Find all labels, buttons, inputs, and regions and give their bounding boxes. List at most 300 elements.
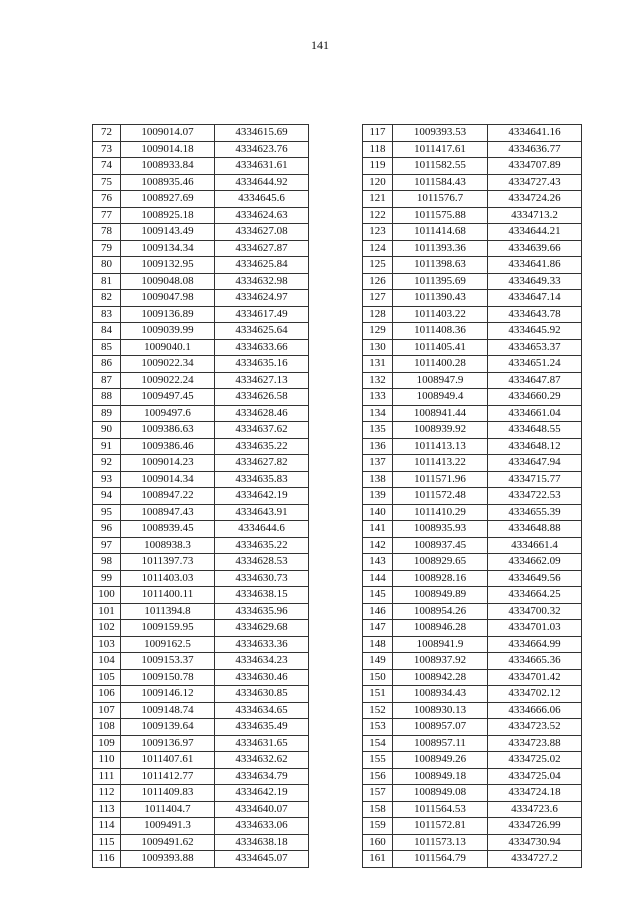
point-number-cell: 83 xyxy=(93,306,121,323)
point-number-cell: 103 xyxy=(93,636,121,653)
y-coordinate-cell: 4334626.58 xyxy=(215,389,309,406)
point-number-cell: 117 xyxy=(363,125,393,142)
point-number-cell: 153 xyxy=(363,719,393,736)
point-number-cell: 142 xyxy=(363,537,393,554)
table-row xyxy=(93,620,309,637)
point-number-cell: 81 xyxy=(93,273,121,290)
table-row xyxy=(93,537,309,554)
table-row xyxy=(93,636,309,653)
y-coordinate-cell: 4334635.49 xyxy=(215,719,309,736)
x-coordinate-cell: 1011413.13 xyxy=(393,438,488,455)
point-number-cell: 111 xyxy=(93,768,121,785)
x-coordinate-cell: 1011572.81 xyxy=(393,818,488,835)
table-row xyxy=(93,125,309,142)
table-row xyxy=(363,537,582,554)
table-row xyxy=(93,257,309,274)
y-coordinate-cell: 4334640.07 xyxy=(215,801,309,818)
y-coordinate-cell: 4334639.66 xyxy=(488,240,582,257)
x-coordinate-cell: 1011395.69 xyxy=(393,273,488,290)
point-number-cell: 96 xyxy=(93,521,121,538)
point-number-cell: 135 xyxy=(363,422,393,439)
y-coordinate-cell: 4334707.89 xyxy=(488,158,582,175)
x-coordinate-cell: 1009047.98 xyxy=(121,290,215,307)
x-coordinate-cell: 1009162.5 xyxy=(121,636,215,653)
table-row xyxy=(363,752,582,769)
point-number-cell: 131 xyxy=(363,356,393,373)
y-coordinate-cell: 4334661.04 xyxy=(488,405,582,422)
point-number-cell: 93 xyxy=(93,471,121,488)
table-row xyxy=(363,488,582,505)
x-coordinate-cell: 1009039.99 xyxy=(121,323,215,340)
point-number-cell: 124 xyxy=(363,240,393,257)
y-coordinate-cell: 4334633.36 xyxy=(215,636,309,653)
table-row xyxy=(363,323,582,340)
y-coordinate-cell: 4334625.84 xyxy=(215,257,309,274)
point-number-cell: 119 xyxy=(363,158,393,175)
y-coordinate-cell: 4334649.56 xyxy=(488,570,582,587)
table-row xyxy=(363,455,582,472)
point-number-cell: 78 xyxy=(93,224,121,241)
x-coordinate-cell: 1009143.49 xyxy=(121,224,215,241)
point-number-cell: 116 xyxy=(93,851,121,868)
x-coordinate-cell: 1011414.68 xyxy=(393,224,488,241)
x-coordinate-cell: 1011573.13 xyxy=(393,834,488,851)
table-row xyxy=(93,158,309,175)
y-coordinate-cell: 4334661.4 xyxy=(488,537,582,554)
x-coordinate-cell: 1009048.08 xyxy=(121,273,215,290)
point-number-cell: 75 xyxy=(93,174,121,191)
y-coordinate-cell: 4334627.82 xyxy=(215,455,309,472)
table-row xyxy=(363,818,582,835)
y-coordinate-cell: 4334625.64 xyxy=(215,323,309,340)
x-coordinate-cell: 1009159.95 xyxy=(121,620,215,637)
x-coordinate-cell: 1011407.61 xyxy=(121,752,215,769)
y-coordinate-cell: 4334634.65 xyxy=(215,702,309,719)
table-row xyxy=(93,735,309,752)
table-row xyxy=(363,636,582,653)
x-coordinate-cell: 1009136.89 xyxy=(121,306,215,323)
x-coordinate-cell: 1009393.53 xyxy=(393,125,488,142)
x-coordinate-cell: 1009022.24 xyxy=(121,372,215,389)
point-number-cell: 128 xyxy=(363,306,393,323)
x-coordinate-cell: 1011408.36 xyxy=(393,323,488,340)
x-coordinate-cell: 1008939.92 xyxy=(393,422,488,439)
y-coordinate-cell: 4334627.08 xyxy=(215,224,309,241)
point-number-cell: 108 xyxy=(93,719,121,736)
point-number-cell: 94 xyxy=(93,488,121,505)
y-coordinate-cell: 4334645.92 xyxy=(488,323,582,340)
table-row xyxy=(363,620,582,637)
table-row xyxy=(363,405,582,422)
point-number-cell: 118 xyxy=(363,141,393,158)
y-coordinate-cell: 4334648.55 xyxy=(488,422,582,439)
y-coordinate-cell: 4334627.87 xyxy=(215,240,309,257)
table-row xyxy=(93,389,309,406)
table-row xyxy=(363,768,582,785)
point-number-cell: 79 xyxy=(93,240,121,257)
x-coordinate-cell: 1011397.73 xyxy=(121,554,215,571)
table-row xyxy=(93,488,309,505)
point-number-cell: 122 xyxy=(363,207,393,224)
y-coordinate-cell: 4334722.53 xyxy=(488,488,582,505)
table-row xyxy=(363,224,582,241)
y-coordinate-cell: 4334725.02 xyxy=(488,752,582,769)
x-coordinate-cell: 1009139.64 xyxy=(121,719,215,736)
table-row xyxy=(363,290,582,307)
point-number-cell: 77 xyxy=(93,207,121,224)
table-row xyxy=(93,471,309,488)
y-coordinate-cell: 4334629.68 xyxy=(215,620,309,637)
x-coordinate-cell: 1011571.96 xyxy=(393,471,488,488)
x-coordinate-cell: 1008935.46 xyxy=(121,174,215,191)
x-coordinate-cell: 1009132.95 xyxy=(121,257,215,274)
point-number-cell: 138 xyxy=(363,471,393,488)
y-coordinate-cell: 4334638.18 xyxy=(215,834,309,851)
y-coordinate-cell: 4334628.53 xyxy=(215,554,309,571)
y-coordinate-cell: 4334655.39 xyxy=(488,504,582,521)
y-coordinate-cell: 4334617.49 xyxy=(215,306,309,323)
table-row xyxy=(93,290,309,307)
x-coordinate-cell: 1011405.41 xyxy=(393,339,488,356)
x-coordinate-cell: 1011576.7 xyxy=(393,191,488,208)
table-row xyxy=(363,570,582,587)
table-row xyxy=(93,438,309,455)
point-number-cell: 112 xyxy=(93,785,121,802)
table-row xyxy=(93,372,309,389)
y-coordinate-cell: 4334631.61 xyxy=(215,158,309,175)
point-number-cell: 152 xyxy=(363,702,393,719)
table-row xyxy=(93,702,309,719)
point-number-cell: 92 xyxy=(93,455,121,472)
point-number-cell: 156 xyxy=(363,768,393,785)
x-coordinate-cell: 1009014.34 xyxy=(121,471,215,488)
x-coordinate-cell: 1009150.78 xyxy=(121,669,215,686)
point-number-cell: 120 xyxy=(363,174,393,191)
table-row xyxy=(363,735,582,752)
table-row xyxy=(93,834,309,851)
point-number-cell: 99 xyxy=(93,570,121,587)
y-coordinate-cell: 4334665.36 xyxy=(488,653,582,670)
table-row xyxy=(363,174,582,191)
table-row xyxy=(93,224,309,241)
x-coordinate-cell: 1008946.28 xyxy=(393,620,488,637)
x-coordinate-cell: 1008928.16 xyxy=(393,570,488,587)
x-coordinate-cell: 1011564.53 xyxy=(393,801,488,818)
x-coordinate-cell: 1009022.34 xyxy=(121,356,215,373)
y-coordinate-cell: 4334628.46 xyxy=(215,405,309,422)
y-coordinate-cell: 4334727.43 xyxy=(488,174,582,191)
point-number-cell: 140 xyxy=(363,504,393,521)
point-number-cell: 157 xyxy=(363,785,393,802)
x-coordinate-cell: 1011398.63 xyxy=(393,257,488,274)
x-coordinate-cell: 1011404.7 xyxy=(121,801,215,818)
x-coordinate-cell: 1008934.43 xyxy=(393,686,488,703)
x-coordinate-cell: 1009134.34 xyxy=(121,240,215,257)
point-number-cell: 126 xyxy=(363,273,393,290)
y-coordinate-cell: 4334647.94 xyxy=(488,455,582,472)
y-coordinate-cell: 4334644.6 xyxy=(215,521,309,538)
point-number-cell: 147 xyxy=(363,620,393,637)
y-coordinate-cell: 4334637.62 xyxy=(215,422,309,439)
y-coordinate-cell: 4334700.32 xyxy=(488,603,582,620)
y-coordinate-cell: 4334726.99 xyxy=(488,818,582,835)
table-row xyxy=(363,801,582,818)
point-number-cell: 76 xyxy=(93,191,121,208)
y-coordinate-cell: 4334651.24 xyxy=(488,356,582,373)
point-number-cell: 73 xyxy=(93,141,121,158)
point-number-cell: 98 xyxy=(93,554,121,571)
x-coordinate-cell: 1011400.28 xyxy=(393,356,488,373)
x-coordinate-cell: 1011572.48 xyxy=(393,488,488,505)
table-row xyxy=(93,851,309,868)
table-row xyxy=(363,356,582,373)
table-row xyxy=(363,851,582,868)
table-row xyxy=(93,273,309,290)
x-coordinate-cell: 1008927.69 xyxy=(121,191,215,208)
y-coordinate-cell: 4334635.83 xyxy=(215,471,309,488)
y-coordinate-cell: 4334634.79 xyxy=(215,768,309,785)
table-row xyxy=(93,405,309,422)
table-row xyxy=(363,125,582,142)
x-coordinate-cell: 1009040.1 xyxy=(121,339,215,356)
y-coordinate-cell: 4334647.14 xyxy=(488,290,582,307)
point-number-cell: 85 xyxy=(93,339,121,356)
point-number-cell: 148 xyxy=(363,636,393,653)
table-row xyxy=(93,141,309,158)
table-row xyxy=(93,240,309,257)
x-coordinate-cell: 1009148.74 xyxy=(121,702,215,719)
x-coordinate-cell: 1008957.11 xyxy=(393,735,488,752)
point-number-cell: 87 xyxy=(93,372,121,389)
x-coordinate-cell: 1011400.11 xyxy=(121,587,215,604)
x-coordinate-cell: 1011584.43 xyxy=(393,174,488,191)
x-coordinate-cell: 1008925.18 xyxy=(121,207,215,224)
table-row xyxy=(93,686,309,703)
table-row xyxy=(363,372,582,389)
x-coordinate-cell: 1008935.93 xyxy=(393,521,488,538)
point-number-cell: 150 xyxy=(363,669,393,686)
y-coordinate-cell: 4334633.66 xyxy=(215,339,309,356)
table-row xyxy=(93,801,309,818)
point-number-cell: 159 xyxy=(363,818,393,835)
x-coordinate-cell: 1008937.45 xyxy=(393,537,488,554)
y-coordinate-cell: 4334644.92 xyxy=(215,174,309,191)
point-number-cell: 129 xyxy=(363,323,393,340)
y-coordinate-cell: 4334634.23 xyxy=(215,653,309,670)
point-number-cell: 143 xyxy=(363,554,393,571)
y-coordinate-cell: 4334643.78 xyxy=(488,306,582,323)
point-number-cell: 101 xyxy=(93,603,121,620)
x-coordinate-cell: 1009497.45 xyxy=(121,389,215,406)
table-row xyxy=(93,191,309,208)
table-row xyxy=(93,356,309,373)
y-coordinate-cell: 4334653.37 xyxy=(488,339,582,356)
table-row xyxy=(363,306,582,323)
table-row xyxy=(363,273,582,290)
y-coordinate-cell: 4334638.15 xyxy=(215,587,309,604)
point-number-cell: 121 xyxy=(363,191,393,208)
table-row xyxy=(363,554,582,571)
x-coordinate-cell: 1011393.36 xyxy=(393,240,488,257)
x-coordinate-cell: 1011413.22 xyxy=(393,455,488,472)
y-coordinate-cell: 4334647.87 xyxy=(488,372,582,389)
table-row xyxy=(93,785,309,802)
y-coordinate-cell: 4334644.21 xyxy=(488,224,582,241)
point-number-cell: 139 xyxy=(363,488,393,505)
y-coordinate-cell: 4334724.18 xyxy=(488,785,582,802)
y-coordinate-cell: 4334624.63 xyxy=(215,207,309,224)
table-row xyxy=(93,554,309,571)
point-number-cell: 84 xyxy=(93,323,121,340)
x-coordinate-cell: 1009497.6 xyxy=(121,405,215,422)
y-coordinate-cell: 4334632.62 xyxy=(215,752,309,769)
x-coordinate-cell: 1008949.18 xyxy=(393,768,488,785)
x-coordinate-cell: 1011575.88 xyxy=(393,207,488,224)
table-row xyxy=(93,455,309,472)
x-coordinate-cell: 1009153.37 xyxy=(121,653,215,670)
table-row xyxy=(363,587,582,604)
y-coordinate-cell: 4334666.06 xyxy=(488,702,582,719)
x-coordinate-cell: 1008941.44 xyxy=(393,405,488,422)
x-coordinate-cell: 1009136.97 xyxy=(121,735,215,752)
y-coordinate-cell: 4334643.91 xyxy=(215,504,309,521)
table-row xyxy=(363,834,582,851)
x-coordinate-cell: 1011409.83 xyxy=(121,785,215,802)
table-row xyxy=(363,141,582,158)
x-coordinate-cell: 1011582.55 xyxy=(393,158,488,175)
y-coordinate-cell: 4334624.97 xyxy=(215,290,309,307)
table-row xyxy=(93,323,309,340)
x-coordinate-cell: 1008947.43 xyxy=(121,504,215,521)
table-row xyxy=(93,521,309,538)
point-number-cell: 91 xyxy=(93,438,121,455)
y-coordinate-cell: 4334725.04 xyxy=(488,768,582,785)
x-coordinate-cell: 1009014.18 xyxy=(121,141,215,158)
table-row xyxy=(363,504,582,521)
x-coordinate-cell: 1011410.29 xyxy=(393,504,488,521)
y-coordinate-cell: 4334635.96 xyxy=(215,603,309,620)
point-number-cell: 100 xyxy=(93,587,121,604)
x-coordinate-cell: 1008930.13 xyxy=(393,702,488,719)
x-coordinate-cell: 1009491.3 xyxy=(121,818,215,835)
y-coordinate-cell: 4334723.52 xyxy=(488,719,582,736)
point-number-cell: 136 xyxy=(363,438,393,455)
table-row xyxy=(363,686,582,703)
y-coordinate-cell: 4334662.09 xyxy=(488,554,582,571)
y-coordinate-cell: 4334664.99 xyxy=(488,636,582,653)
point-number-cell: 74 xyxy=(93,158,121,175)
y-coordinate-cell: 4334630.85 xyxy=(215,686,309,703)
x-coordinate-cell: 1009393.88 xyxy=(121,851,215,868)
x-coordinate-cell: 1008938.3 xyxy=(121,537,215,554)
x-coordinate-cell: 1011390.43 xyxy=(393,290,488,307)
point-number-cell: 133 xyxy=(363,389,393,406)
y-coordinate-cell: 4334615.69 xyxy=(215,125,309,142)
x-coordinate-cell: 1008949.89 xyxy=(393,587,488,604)
point-number-cell: 110 xyxy=(93,752,121,769)
point-number-cell: 127 xyxy=(363,290,393,307)
coordinate-table-left xyxy=(92,124,309,868)
x-coordinate-cell: 1011394.8 xyxy=(121,603,215,620)
y-coordinate-cell: 4334645.07 xyxy=(215,851,309,868)
x-coordinate-cell: 1009146.12 xyxy=(121,686,215,703)
point-number-cell: 158 xyxy=(363,801,393,818)
point-number-cell: 106 xyxy=(93,686,121,703)
point-number-cell: 146 xyxy=(363,603,393,620)
point-number-cell: 125 xyxy=(363,257,393,274)
x-coordinate-cell: 1008949.26 xyxy=(393,752,488,769)
table-row xyxy=(93,339,309,356)
x-coordinate-cell: 1009491.62 xyxy=(121,834,215,851)
table-row xyxy=(363,438,582,455)
point-number-cell: 86 xyxy=(93,356,121,373)
y-coordinate-cell: 4334713.2 xyxy=(488,207,582,224)
y-coordinate-cell: 4334664.25 xyxy=(488,587,582,604)
point-number-cell: 149 xyxy=(363,653,393,670)
y-coordinate-cell: 4334648.12 xyxy=(488,438,582,455)
x-coordinate-cell: 1008954.26 xyxy=(393,603,488,620)
table-row xyxy=(93,587,309,604)
point-number-cell: 89 xyxy=(93,405,121,422)
y-coordinate-cell: 4334715.77 xyxy=(488,471,582,488)
y-coordinate-cell: 4334724.26 xyxy=(488,191,582,208)
table-row xyxy=(93,174,309,191)
x-coordinate-cell: 1008947.22 xyxy=(121,488,215,505)
table-row xyxy=(363,785,582,802)
table-row xyxy=(363,158,582,175)
point-number-cell: 90 xyxy=(93,422,121,439)
x-coordinate-cell: 1008949.08 xyxy=(393,785,488,802)
point-number-cell: 130 xyxy=(363,339,393,356)
point-number-cell: 155 xyxy=(363,752,393,769)
x-coordinate-cell: 1008933.84 xyxy=(121,158,215,175)
table-row xyxy=(363,389,582,406)
point-number-cell: 145 xyxy=(363,587,393,604)
y-coordinate-cell: 4334642.19 xyxy=(215,785,309,802)
point-number-cell: 72 xyxy=(93,125,121,142)
y-coordinate-cell: 4334630.46 xyxy=(215,669,309,686)
coordinate-table-right xyxy=(362,124,582,868)
x-coordinate-cell: 1008949.4 xyxy=(393,389,488,406)
table-row xyxy=(93,818,309,835)
table-row xyxy=(93,669,309,686)
x-coordinate-cell: 1009386.63 xyxy=(121,422,215,439)
point-number-cell: 107 xyxy=(93,702,121,719)
table-row xyxy=(363,702,582,719)
table-row xyxy=(93,768,309,785)
y-coordinate-cell: 4334727.2 xyxy=(488,851,582,868)
y-coordinate-cell: 4334730.94 xyxy=(488,834,582,851)
y-coordinate-cell: 4334701.42 xyxy=(488,669,582,686)
y-coordinate-cell: 4334723.88 xyxy=(488,735,582,752)
y-coordinate-cell: 4334631.65 xyxy=(215,735,309,752)
point-number-cell: 97 xyxy=(93,537,121,554)
page-number: 141 xyxy=(311,38,329,52)
table-row xyxy=(363,653,582,670)
y-coordinate-cell: 4334623.76 xyxy=(215,141,309,158)
table-row xyxy=(363,339,582,356)
table-row xyxy=(363,240,582,257)
table-row xyxy=(93,653,309,670)
y-coordinate-cell: 4334660.29 xyxy=(488,389,582,406)
x-coordinate-cell: 1011412.77 xyxy=(121,768,215,785)
table-row xyxy=(93,752,309,769)
table-row xyxy=(363,521,582,538)
y-coordinate-cell: 4334636.77 xyxy=(488,141,582,158)
y-coordinate-cell: 4334723.6 xyxy=(488,801,582,818)
y-coordinate-cell: 4334633.06 xyxy=(215,818,309,835)
point-number-cell: 104 xyxy=(93,653,121,670)
